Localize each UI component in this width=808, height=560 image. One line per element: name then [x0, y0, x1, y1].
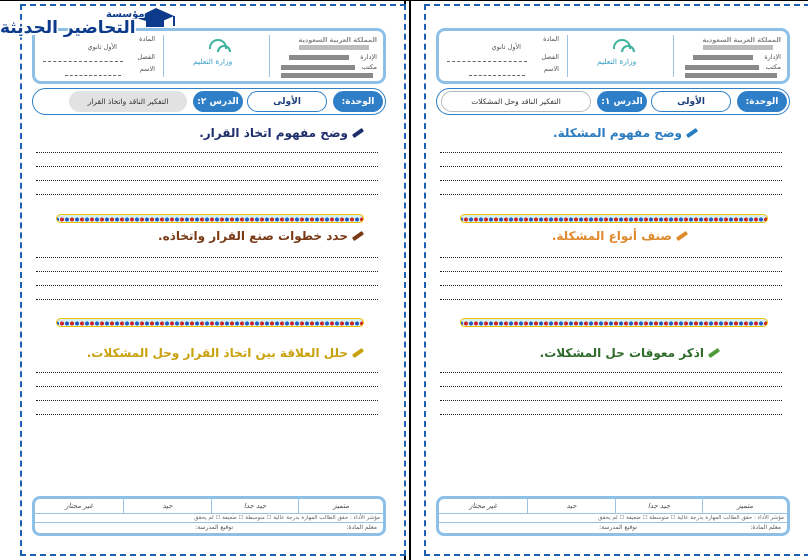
class-label: الفصل: [137, 53, 155, 61]
pencil-icon: [352, 128, 364, 138]
bead-divider: [56, 318, 364, 327]
answer-line[interactable]: [440, 194, 782, 195]
rating-fail[interactable]: غير مجتاز: [469, 502, 497, 510]
header-divider: [673, 35, 674, 77]
answer-line[interactable]: [440, 386, 782, 387]
admin-label: الإدارة: [764, 53, 781, 61]
answer-line[interactable]: [440, 285, 782, 286]
ministry-logo-icon: [217, 45, 231, 52]
answer-line[interactable]: [440, 152, 782, 153]
teacher-label: معلم المادة:: [346, 524, 377, 531]
answer-line[interactable]: [36, 372, 378, 373]
evaluation-footer: [436, 496, 790, 536]
answer-line[interactable]: [36, 166, 378, 167]
header-admin-column: [675, 31, 787, 81]
lesson-info-bar: [32, 88, 386, 115]
lesson-title: التفكير الناقد وحل المشكلات: [441, 91, 591, 112]
answer-line[interactable]: [440, 414, 782, 415]
kingdom-title: المملكة العربية السعودية: [702, 36, 781, 44]
redacted-text: [299, 45, 369, 50]
school-header: [436, 28, 790, 84]
question-2: [158, 229, 364, 243]
answer-line[interactable]: [36, 180, 378, 181]
header-info-column: [439, 31, 565, 81]
redacted-text: [281, 73, 373, 78]
class-label: الفصل: [541, 53, 559, 61]
redacted-text: [281, 65, 355, 70]
question-3: [540, 346, 720, 360]
redacted-text: [693, 55, 753, 60]
pencil-icon: [676, 231, 688, 241]
answer-line[interactable]: [36, 285, 378, 286]
teacher-label: معلم المادة:: [750, 524, 781, 531]
fill-line: [65, 75, 121, 76]
bead-divider: [56, 214, 364, 223]
ministry-logo-icon: [621, 45, 635, 52]
answer-line[interactable]: [36, 400, 378, 401]
answer-line[interactable]: [36, 194, 378, 195]
question-text: حلل العلاقة بين اتخاذ القرار وحل المشكلات.: [86, 346, 348, 360]
lesson-title: التفكير الناقد واتخاذ القرار: [69, 91, 187, 112]
rating-good[interactable]: جيد: [123, 499, 211, 513]
subject-label: المادة: [543, 35, 559, 43]
answer-line[interactable]: [440, 299, 782, 300]
lesson-info-bar: [436, 88, 790, 115]
student-label: الاسم: [543, 65, 559, 73]
question-1: [199, 126, 364, 140]
answer-line[interactable]: [440, 166, 782, 167]
performance-criteria: مؤشر الأداء : حقق الطالب المهارة بدرجة عالية ☐ متوسطة ☐ ضعيفة ☐ لم يحقق: [35, 513, 383, 523]
pencil-icon: [352, 348, 364, 358]
subject-label: المادة: [139, 35, 155, 43]
fill-line: [43, 61, 123, 62]
question-text: حدد خطوات صنع القرار واتخاذه.: [158, 229, 348, 243]
unit-label: الوحدة:: [737, 91, 787, 112]
redacted-text: [685, 65, 759, 70]
answer-line[interactable]: [440, 372, 782, 373]
page-separator: [409, 0, 411, 560]
worksheet-page-left: [20, 4, 406, 556]
answer-line[interactable]: [440, 400, 782, 401]
redacted-text: [703, 45, 773, 50]
signature-label: توقيع المدرسة:: [599, 524, 637, 531]
pencil-icon: [686, 128, 698, 138]
header-divider: [567, 35, 568, 77]
question-text: وضح مفهوم المشكلة.: [553, 126, 682, 140]
unit-value: الأولى: [651, 91, 731, 112]
answer-line[interactable]: [440, 180, 782, 181]
grade-text: الأول ثانوي: [491, 43, 521, 51]
question-text: وضح مفهوم اتخاذ القرار.: [199, 126, 348, 140]
answer-line[interactable]: [36, 257, 378, 258]
answer-line[interactable]: [36, 271, 378, 272]
watermark-name: التحاضير الحديثة: [0, 18, 136, 38]
question-3: [87, 346, 364, 360]
rating-fail[interactable]: غير مجتاز: [65, 502, 93, 510]
unit-value: الأولى: [247, 91, 327, 112]
header-divider: [269, 35, 270, 77]
evaluation-footer: [32, 496, 386, 536]
watermark-org: مؤسسة: [106, 9, 145, 20]
ministry-logo: [569, 31, 671, 81]
bead-divider: [460, 318, 768, 327]
rating-very-good[interactable]: جيد جدا: [211, 499, 299, 513]
rating-excellent[interactable]: متميز: [737, 502, 753, 510]
answer-line[interactable]: [36, 414, 378, 415]
lesson-label: الدرس ١:: [597, 91, 647, 112]
ministry-logo-text: وزارة التعليم: [193, 57, 233, 66]
admin-label: الإدارة: [360, 53, 377, 61]
answer-line[interactable]: [36, 386, 378, 387]
answer-line[interactable]: [36, 299, 378, 300]
student-label: الاسم: [139, 65, 155, 73]
rating-good[interactable]: جيد: [527, 499, 615, 513]
question-text: اذكر معوقات حل المشكلات.: [539, 346, 704, 360]
worksheet-page-right: [424, 4, 808, 556]
pencil-icon: [708, 348, 720, 358]
ministry-logo: [165, 31, 267, 81]
answer-line[interactable]: [440, 271, 782, 272]
bead-divider: [460, 214, 768, 223]
publisher-watermark: [0, 0, 180, 50]
redacted-text: [685, 73, 777, 78]
redacted-text: [289, 55, 349, 60]
header-admin-column: [271, 31, 383, 81]
answer-line[interactable]: [440, 257, 782, 258]
office-label: مكتب: [361, 63, 377, 71]
signature-label: توقيع المدرسة:: [195, 524, 233, 531]
rating-very-good[interactable]: جيد جدا: [615, 499, 703, 513]
question-1: [553, 126, 698, 140]
question-2: [552, 229, 688, 243]
performance-criteria: مؤشر الأداء : حقق الطالب المهارة بدرجة عالية ☐ متوسطة ☐ ضعيفة ☐ لم يحقق: [439, 513, 787, 523]
fill-line: [469, 75, 525, 76]
ministry-logo-text: وزارة التعليم: [597, 57, 637, 66]
answer-line[interactable]: [36, 152, 378, 153]
rating-excellent[interactable]: متميز: [333, 502, 349, 510]
office-label: مكتب: [765, 63, 781, 71]
pencil-icon: [352, 231, 364, 241]
kingdom-title: المملكة العربية السعودية: [298, 36, 377, 44]
unit-label: الوحدة:: [333, 91, 383, 112]
grade-text: الأول ثانوي: [87, 43, 117, 51]
question-text: صنف أنواع المشكلة.: [551, 229, 672, 243]
fill-line: [447, 61, 527, 62]
lesson-label: الدرس ٢:: [193, 91, 243, 112]
